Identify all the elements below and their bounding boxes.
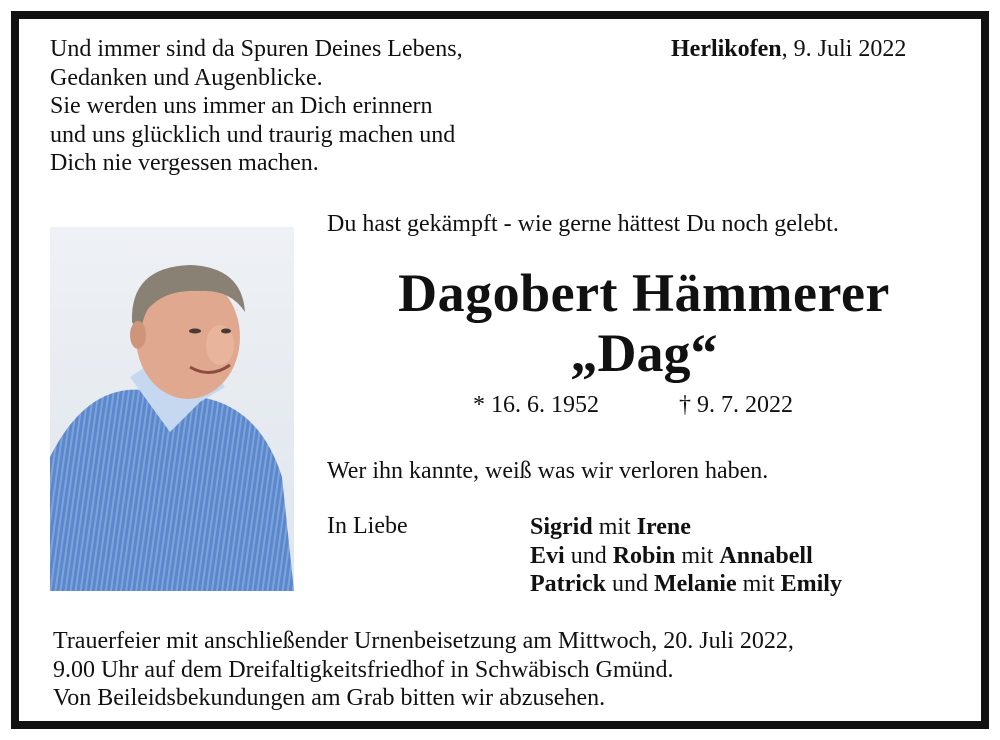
service-line: Von Beileidsbekundungen am Grab bitten wir abzusehen. bbox=[53, 685, 606, 711]
mourner-connector: mit bbox=[592, 514, 637, 540]
mourner-name: Annabell bbox=[719, 542, 813, 569]
death-date: † 9. 7. 2022 bbox=[679, 392, 793, 418]
poem bbox=[50, 35, 463, 178]
deceased-nickname: „Dag“ bbox=[570, 323, 718, 383]
place-date bbox=[671, 35, 906, 63]
mourner-connector: mit bbox=[675, 542, 720, 569]
mourners-list bbox=[530, 513, 842, 599]
mourner-connector: und bbox=[605, 571, 654, 597]
poem-line: und uns glücklich und traurig machen und bbox=[50, 121, 456, 148]
mourners-line bbox=[530, 570, 842, 599]
mourner-name: Melanie bbox=[653, 571, 737, 597]
quote: Du hast gekämpft - wie gerne hättest Du noch gelebt. bbox=[327, 211, 839, 237]
service-line: 9.00 Uhr auf dem Dreifaltigkeitsfriedhof in Schwäbisch Gmünd. bbox=[53, 656, 674, 683]
mourner-name: Sigrid bbox=[530, 514, 593, 540]
poem-line: Und immer sind da Spuren Deines Lebens, bbox=[50, 36, 463, 62]
portrait-photo bbox=[50, 227, 294, 591]
obituary-frame bbox=[11, 11, 989, 729]
birth-date: * 16. 6. 1952 bbox=[473, 392, 599, 418]
mourner-name: Robin bbox=[612, 542, 676, 569]
date: , 9. Juli 2022 bbox=[781, 36, 907, 62]
poem-line: Dich nie vergessen machen. bbox=[50, 150, 319, 177]
poem-line: Sie werden uns immer an Dich erinnern bbox=[50, 93, 433, 120]
place: Herlikofen bbox=[671, 36, 782, 62]
portrait-photo-icon bbox=[50, 227, 294, 591]
mourner-name: Emily bbox=[780, 571, 842, 597]
poem-line: Gedanken und Augenblicke. bbox=[50, 64, 323, 91]
mourner-name: Evi bbox=[530, 542, 565, 569]
mourner-connector: mit bbox=[736, 571, 781, 597]
mourner-name: Irene bbox=[636, 514, 691, 540]
mourners-line bbox=[530, 542, 842, 571]
deceased-name: Dagobert Hämmerer bbox=[398, 263, 890, 323]
mourner-connector: und bbox=[564, 542, 613, 569]
mourner-name: Patrick bbox=[530, 571, 606, 597]
service-line: Trauerfeier mit anschließender Urnenbeisetzung am Mittwoch, 20. Juli 2022, bbox=[53, 628, 794, 654]
mourners-line bbox=[530, 513, 842, 542]
service-info bbox=[53, 627, 973, 713]
saying: Wer ihn kannte, weiß was wir verloren haben. bbox=[327, 458, 769, 484]
mourners-intro: In Liebe bbox=[327, 513, 408, 539]
